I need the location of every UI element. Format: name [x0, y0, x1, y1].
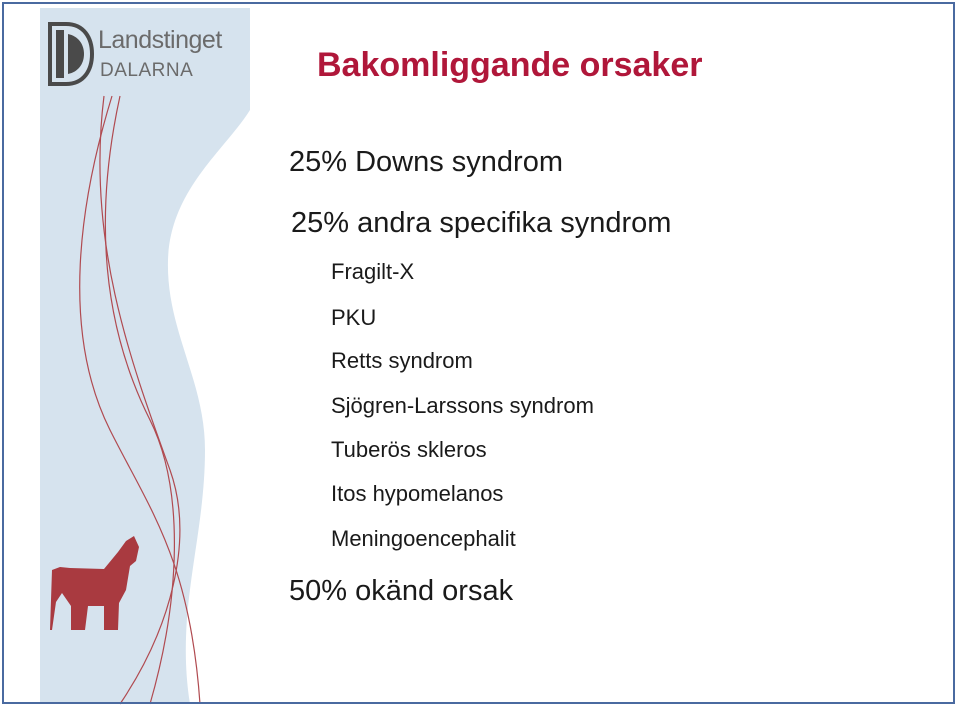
logo-region: DALARNA	[100, 60, 194, 81]
list-item: Meningoencephalit	[331, 526, 516, 551]
logo	[48, 22, 228, 86]
slide-title: Bakomliggande orsaker	[317, 46, 703, 84]
list-item: PKU	[331, 305, 377, 330]
list-item: 25% andra specifika syndrom	[291, 207, 672, 239]
list-item: Tuberös skleros	[331, 437, 487, 462]
list-item: Fragilt-X	[331, 259, 415, 284]
logo-name: Landstinget	[98, 26, 222, 54]
list-item: 25% Downs syndrom	[289, 146, 563, 178]
list-item: Retts syndrom	[331, 348, 473, 373]
logo-mark-icon	[48, 22, 94, 86]
list-item: 50% okänd orsak	[289, 575, 514, 607]
list-item: Itos hypomelanos	[331, 481, 504, 506]
list-item: Sjögren-Larssons syndrom	[331, 393, 594, 418]
